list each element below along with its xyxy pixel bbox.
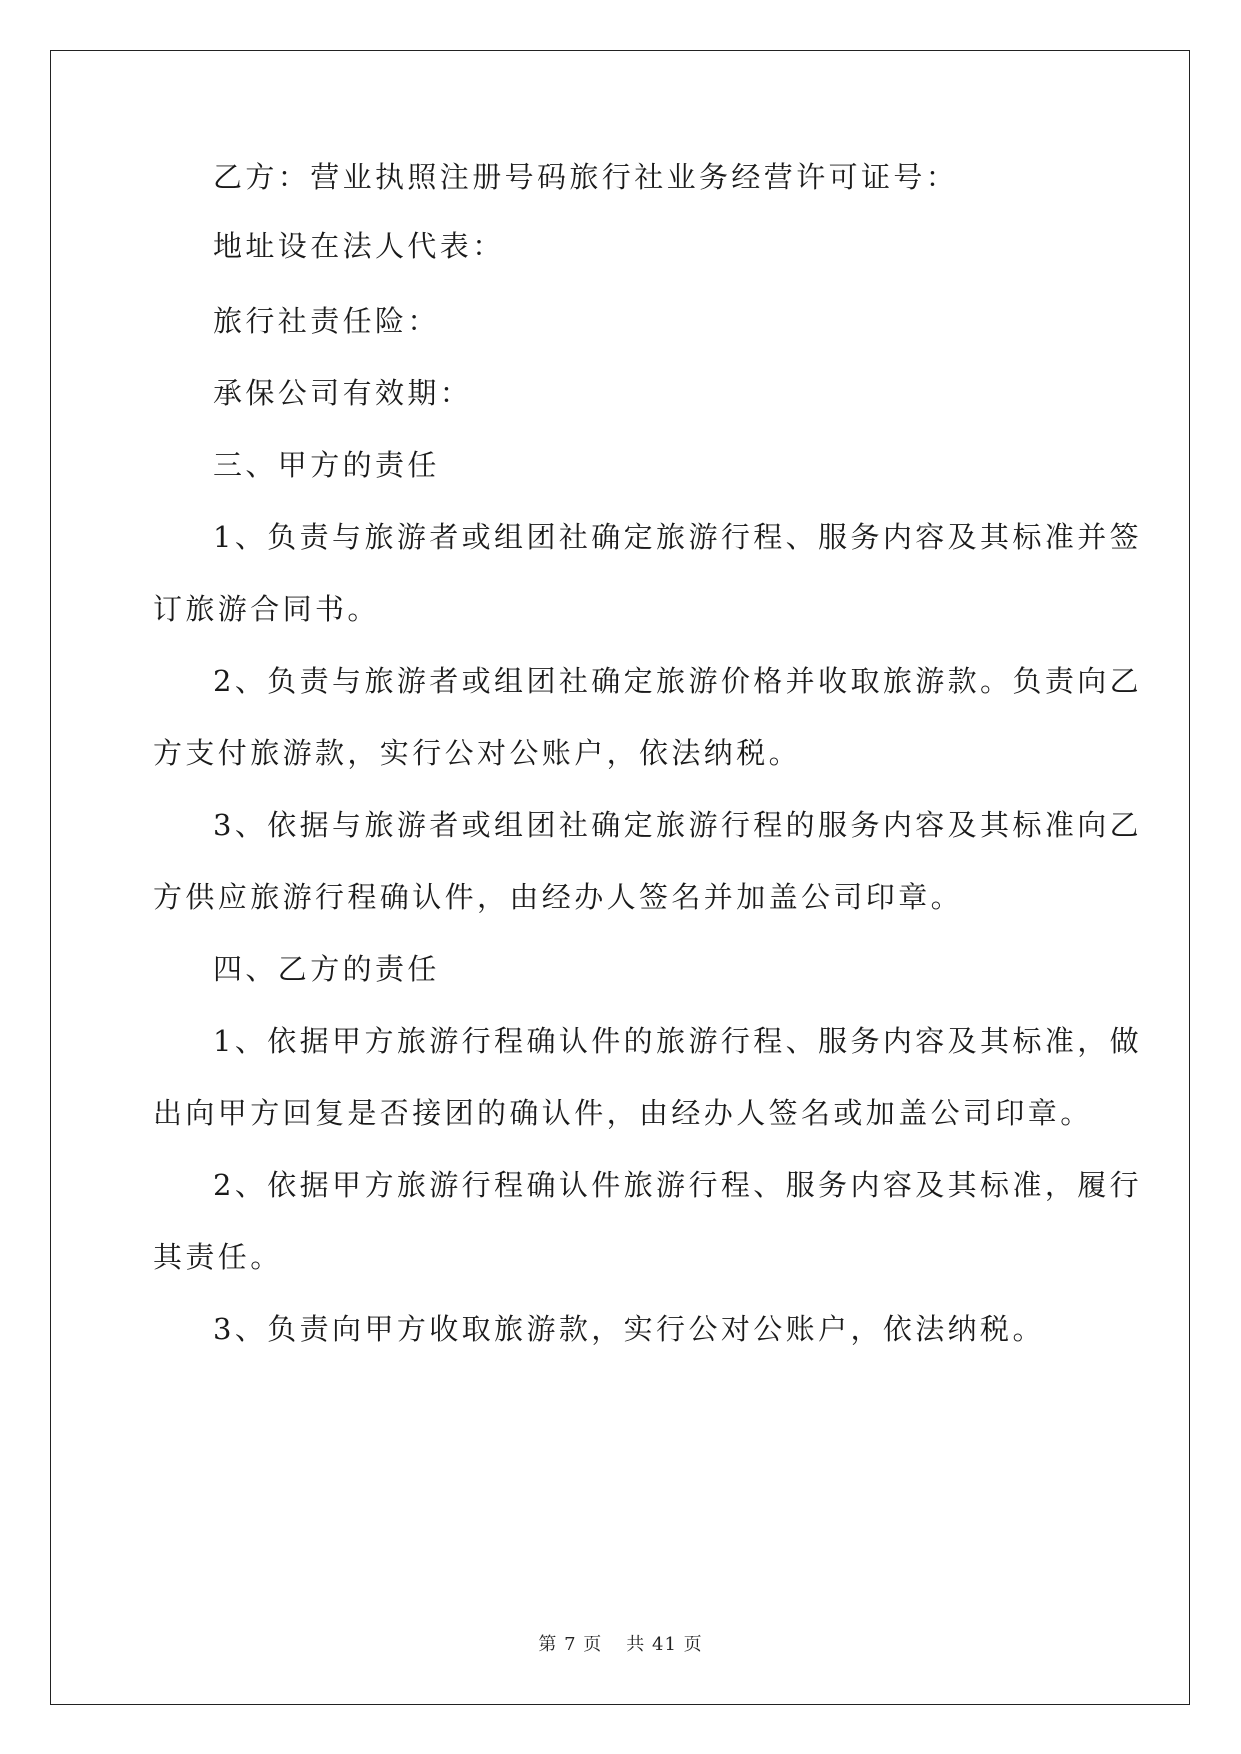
page-footer xyxy=(0,1630,1241,1656)
paragraph-insurer-validity: 承保公司有效期： xyxy=(213,376,473,410)
paragraph-b-2-line2: 其责任。 xyxy=(153,1240,283,1274)
paragraph-party-b: 乙方：营业执照注册号码旅行社业务经营许可证号： xyxy=(213,160,959,194)
paragraph-insurance: 旅行社责任险： xyxy=(213,304,440,338)
paragraph-a-1-line1: 1、负责与旅游者或组团社确定旅游行程、服务内容及其标准并签 xyxy=(213,520,1143,554)
paragraph-b-2-line1: 2、依据甲方旅游行程确认件旅游行程、服务内容及其标准，履行 xyxy=(213,1168,1143,1202)
page-number: 第 7 页 xyxy=(538,1634,603,1655)
section-heading-party-a: 三、甲方的责任 xyxy=(213,448,440,482)
paragraph-a-2-line1: 2、负责与旅游者或组团社确定旅游价格并收取旅游款。负责向乙 xyxy=(213,664,1143,698)
paragraph-address: 地址设在法人代表： xyxy=(213,229,505,263)
section-heading-party-b: 四、乙方的责任 xyxy=(213,952,440,986)
paragraph-a-2-line2: 方支付旅游款，实行公对公账户，依法纳税。 xyxy=(153,736,802,770)
paragraph-a-1-line2: 订旅游合同书。 xyxy=(153,592,380,626)
paragraph-a-3-line1: 3、依据与旅游者或组团社确定旅游行程的服务内容及其标准向乙 xyxy=(213,808,1143,842)
page-total: 共 41 页 xyxy=(626,1634,703,1655)
paragraph-b-1-line1: 1、依据甲方旅游行程确认件的旅游行程、服务内容及其标准，做 xyxy=(213,1024,1143,1058)
paragraph-b-1-line2: 出向甲方回复是否接团的确认件，由经办人签名或加盖公司印章。 xyxy=(153,1096,1093,1130)
page-border xyxy=(50,50,1190,1705)
paragraph-b-3: 3、负责向甲方收取旅游款，实行公对公账户，依法纳税。 xyxy=(213,1312,1045,1346)
paragraph-a-3-line2: 方供应旅游行程确认件，由经办人签名并加盖公司印章。 xyxy=(153,880,964,914)
